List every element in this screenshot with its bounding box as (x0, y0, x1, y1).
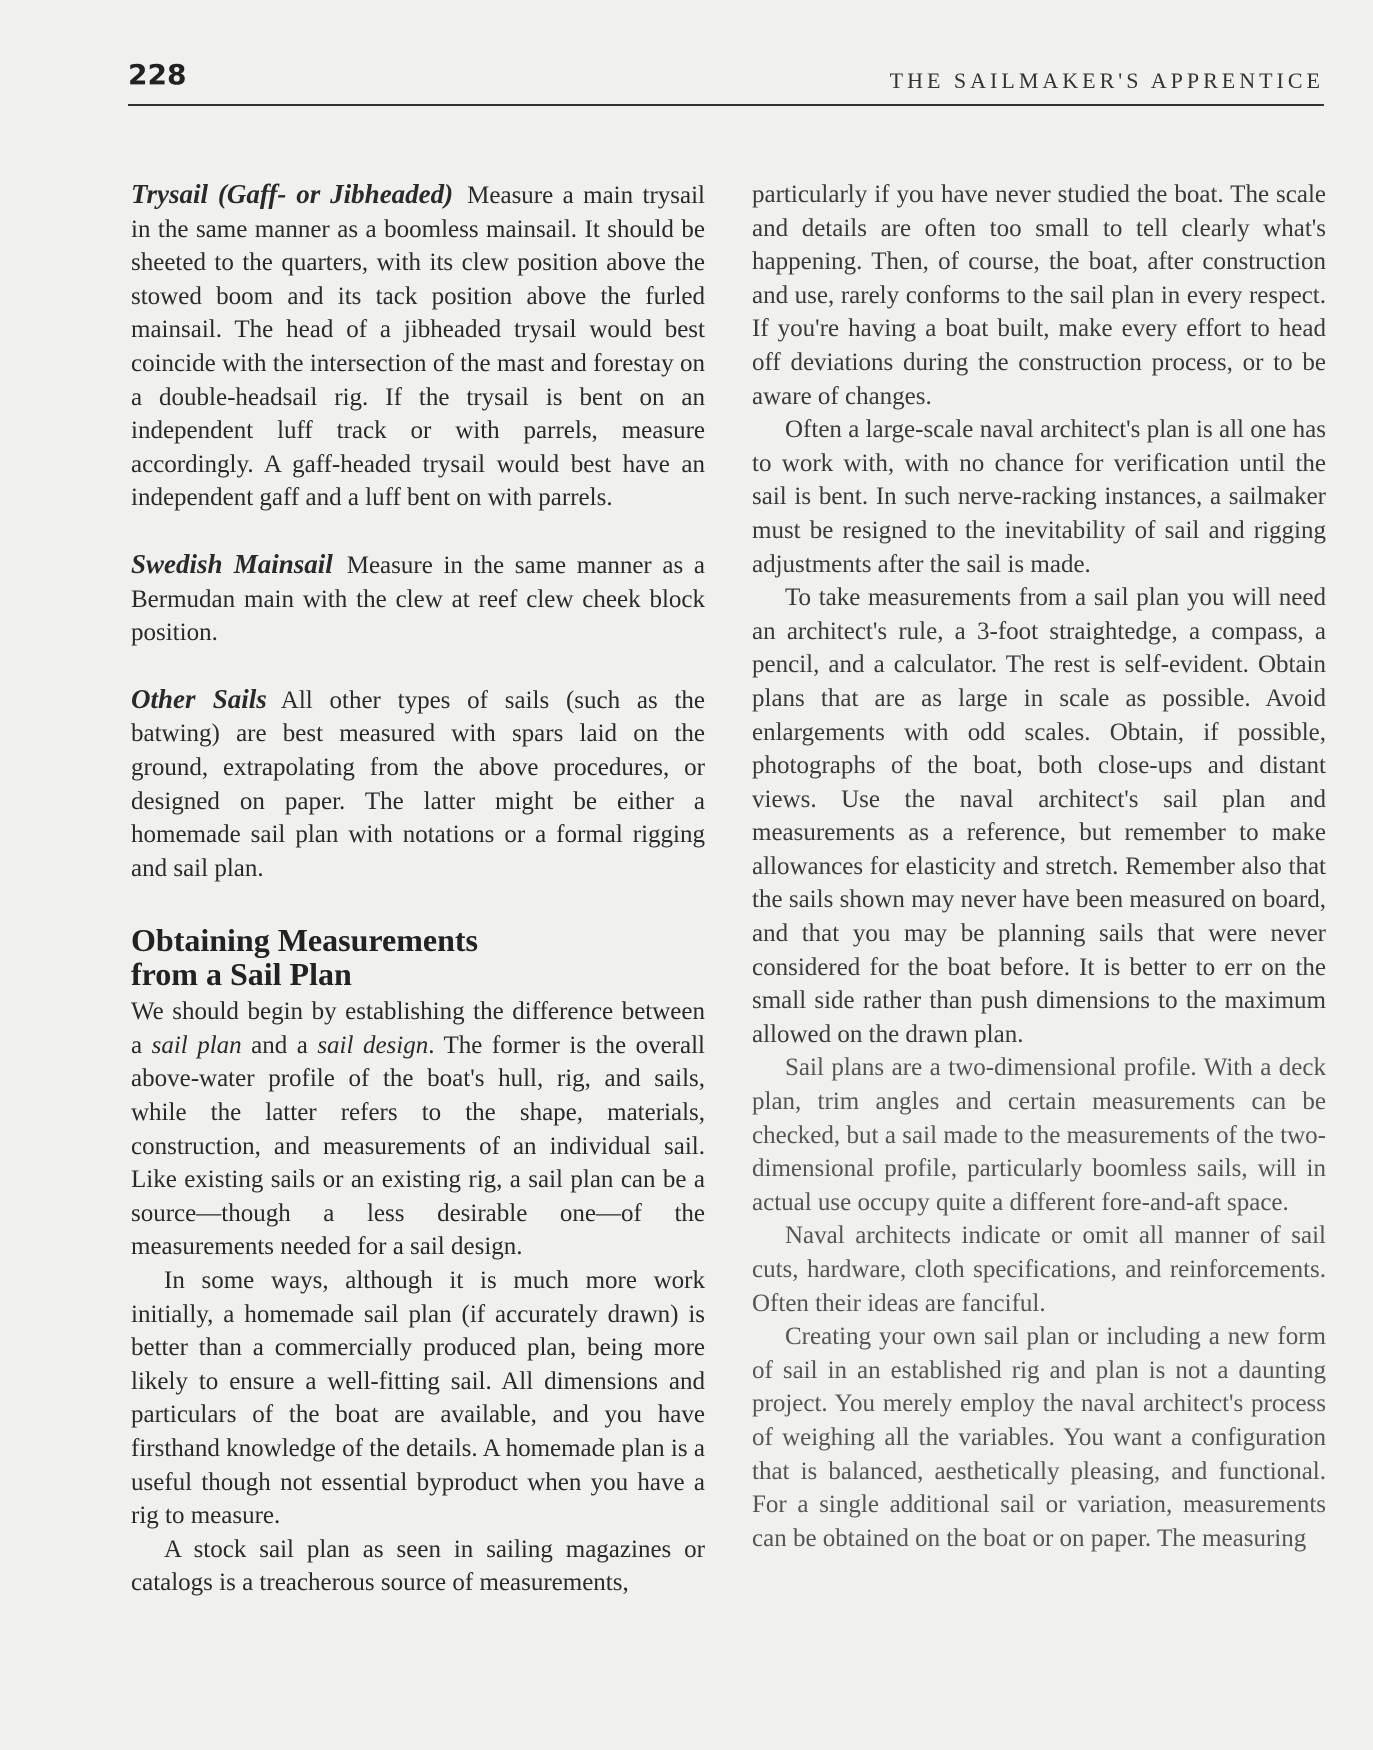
left-column (131, 178, 705, 1600)
paragraph-text: We should begin by establishing the difference between a (131, 998, 705, 1059)
swedish-text: Measure in the same manner as a Bermudan main with the clew at reef clew cheek block position. (131, 551, 705, 647)
body-paragraph: A stock sail plan as seen in sailing magazines or catalogs is a treacherous source of measurements, (131, 1535, 705, 1597)
emphasis-sail-design: sail design (317, 1031, 429, 1059)
swedish-heading: Swedish Mainsail (131, 548, 333, 579)
other-sails-text: All other types of sails (such as the batwing) are best measured with spars laid on the ground, extrapolating from the above procedures, or designed on paper. The latter might be either a homemade sail plan with notations or a formal rigging and sail plan. (131, 686, 705, 882)
body-paragraph: In some ways, although it is much more work initially, a homemade sail plan (if accurately drawn) is better than a commercially produced plan, being more likely to ensure a well-fitting sail. All dimensions and particulars of the boat are available, and you have firsthand knowledge of the details. A homemade plan is a useful though not essential byproduct when you have a rig to measure. (131, 1267, 705, 1530)
body-paragraph (131, 995, 705, 1264)
other-sails-paragraph (131, 683, 705, 886)
body-paragraph: Creating your own sail plan or including a new form of sail in an established rig and plan is not a daunting project. You merely employ the naval architect's process of weighing all the variables. You want a configuration that is balanced, aesthetically pleasing, and functional. For a single additional sail or variation, measurements can be obtained on the boat or on paper. The measuring (752, 1323, 1326, 1552)
page-number: 228 (128, 58, 187, 91)
section-heading-line-1: Obtaining Measurements (131, 922, 478, 959)
section-heading-line-2: from a Sail Plan (131, 956, 352, 993)
paragraph-text: and a (241, 1031, 318, 1059)
paragraph-text: . The former is the overall above-water profile of the boat's hull, rig, and sails, while the latter refers to the shape, materials, construction, and measurements of an individual sail. Like existing sails or an existing rig, a sail plan can be a source—though a less desirable one—of the measurements needed for a sail design. (131, 1031, 705, 1261)
body-paragraph: Naval architects indicate or omit all manner of sail cuts, hardware, cloth specifications, and reinforcements. Often their ideas are fanciful. (752, 1222, 1326, 1317)
right-column (752, 178, 1326, 1555)
emphasis-sail-plan: sail plan (151, 1031, 242, 1059)
trysail-paragraph (131, 178, 705, 515)
other-sails-heading: Other Sails (131, 683, 267, 714)
section-heading (131, 923, 705, 991)
body-paragraph: Sail plans are a two-dimensional profile. With a deck plan, trim angles and certain measurements can be checked, but a sail made to the measurements of the two-dimensional profile, particularly boomless sails, will in actual use occupy quite a different fore-and-aft space. (752, 1054, 1326, 1216)
page-header (128, 56, 1324, 106)
body-paragraph: particularly if you have never studied the boat. The scale and details are often too small to tell clearly what's happening. Then, of course, the boat, after construction and use, rarely conforms to the sail plan in every respect. If you're having a boat built, make every effort to head off deviations during the construction process, or to be aware of changes. (752, 181, 1326, 410)
trysail-heading: Trysail (Gaff- or Jibheaded) (131, 179, 454, 209)
body-paragraph: Often a large-scale naval architect's plan is all one has to work with, with no chance for verification until the sail is bent. In such nerve-racking instances, a sailmaker must be resigned to the inevitability of sail and rigging adjustments after the sail is made. (752, 416, 1326, 578)
running-title: THE SAILMAKER'S APPRENTICE (889, 68, 1324, 93)
swedish-paragraph (131, 548, 705, 650)
trysail-text: Measure a main trysail in the same manner as a boomless mainsail. It should be sheeted to the quarters, with its clew position above the stowed boom and its tack position above the furled mainsail. The head of a jibheaded trysail would best coincide with the intersection of the mast and forestay on a double-headsail rig. If the trysail is bent on an independent luff track or with parrels, measure accordingly. A gaff-headed trysail would best have an independent gaff and a luff bent on with parrels. (131, 182, 705, 512)
body-paragraph: To take measurements from a sail plan you will need an architect's rule, a 3-foot straightedge, a compass, a pencil, and a calculator. The rest is self-evident. Obtain plans that are as large in scale as possible. Avoid enlargements with odd scales. Obtain, if possible, photographs of the boat, both close-ups and distant views. Use the naval architect's sail plan and measurements as a reference, but remember to make allowances for elasticity and stretch. Remember also that the sails shown may never have been measured on board, and that you may be planning sails that were never considered for the boat before. It is better to err on the small side rather than push dimensions to the maximum allowed on the drawn plan. (752, 584, 1326, 1048)
